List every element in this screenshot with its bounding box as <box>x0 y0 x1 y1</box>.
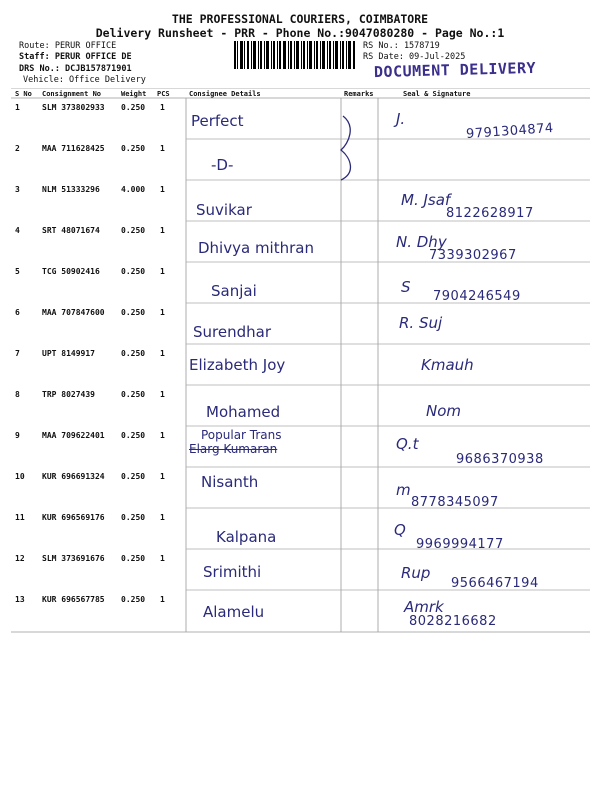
table-row-pcs: 1 <box>160 308 165 317</box>
table-row-weight: 0.250 <box>121 267 146 276</box>
company-title: THE PROFESSIONAL COURIERS, COIMBATORE <box>171 12 429 26</box>
table-row-weight: 0.250 <box>121 431 146 440</box>
table-row-pcs: 1 <box>160 144 165 153</box>
table-row-consignee: Dhivya mithran <box>198 239 314 257</box>
table-row-signature: J. <box>396 110 406 128</box>
table-row-consignee: Suvikar <box>196 201 252 219</box>
table-row-sno: 4 <box>15 226 20 235</box>
table-row-consignment: MAA 709622401 <box>42 431 105 440</box>
table-row-consignment: TCG 50902416 <box>42 267 100 276</box>
table-row-signature: Nom <box>426 402 462 420</box>
col-seal: Seal & Signature <box>403 90 471 98</box>
table-row-phone: 9686370938 <box>456 452 544 467</box>
runsheet-subtitle: Delivery Runsheet - PRR - Phone No.:9047080280 - Page No.:1 <box>95 26 505 40</box>
table-row-consignment: UPT 8149917 <box>42 349 95 358</box>
table-row-phone: 7339302967 <box>429 248 517 263</box>
runsheet-table <box>11 88 590 633</box>
table-row-consignment: KUR 696691324 <box>42 472 105 481</box>
table-row-phone: 7904246549 <box>433 289 521 304</box>
drs-number: DRS No.: DCJB157871901 <box>19 64 132 74</box>
table-row-weight: 0.250 <box>121 390 146 399</box>
table-row-weight: 0.250 <box>121 103 146 112</box>
table-row-consignee: -D- <box>211 156 234 174</box>
table-row-pcs: 1 <box>160 390 165 399</box>
table-row-phone: 8028216682 <box>409 614 497 629</box>
table-row-signature: M. Jsaf <box>401 191 451 209</box>
table-row-pcs: 1 <box>160 103 165 112</box>
table-row-consignee: Kalpana <box>216 528 277 546</box>
table-row-signature: R. Suj <box>399 314 443 332</box>
table-row-pcs: 1 <box>160 513 165 522</box>
table-row-signature: S <box>401 278 411 296</box>
table-row-consignment: KUR 696569176 <box>42 513 105 522</box>
table-row-weight: 0.250 <box>121 595 146 604</box>
table-row-pcs: 1 <box>160 349 165 358</box>
table-row-phone: 8778345097 <box>411 495 499 510</box>
table-row-consignee-struck: Elarg Kumaran <box>189 442 278 456</box>
table-row-weight: 0.250 <box>121 349 146 358</box>
table-row-signature: m <box>396 481 411 499</box>
table-row-sno: 11 <box>15 513 25 522</box>
table-row-consignee: Srimithi <box>203 563 262 581</box>
table-row-signature: Q.t <box>396 435 419 453</box>
remarks-brace-mark <box>341 116 350 180</box>
table-row-sno: 13 <box>15 595 25 604</box>
table-row-consignment: SLM 373802933 <box>42 103 105 112</box>
table-row-weight: 0.250 <box>121 308 146 317</box>
table-row-weight: 0.250 <box>121 472 146 481</box>
table-row-sno: 2 <box>15 144 20 153</box>
col-pcs: PCS <box>157 90 170 98</box>
table-row-consignment: TRP 8027439 <box>42 390 95 399</box>
col-consignment: Consignment No <box>42 90 102 98</box>
table-row-sno: 6 <box>15 308 20 317</box>
table-row-sno: 3 <box>15 185 20 194</box>
table-row-sno: 8 <box>15 390 20 399</box>
table-row-phone: 9969994177 <box>416 537 504 552</box>
table-row-pcs: 1 <box>160 431 165 440</box>
col-weight: Weight <box>121 90 147 98</box>
table-row-weight: 0.250 <box>121 513 146 522</box>
table-row-pcs: 1 <box>160 267 165 276</box>
table-row-consignee: Sanjai <box>211 282 257 300</box>
table-row-consignment: KUR 696567785 <box>42 595 105 604</box>
table-row-consignee: Elizabeth Joy <box>189 356 286 374</box>
table-row-consignment: MAA 707847600 <box>42 308 105 317</box>
table-row-signature: Kmauh <box>421 356 474 374</box>
table-row-weight: 0.250 <box>121 144 146 153</box>
table-row-consignment: NLM 51333296 <box>42 185 100 194</box>
table-row-phone: 8122628917 <box>446 206 534 221</box>
table-row-signature: N. Dhy <box>396 233 447 251</box>
table-row-consignee: Mohamed <box>206 403 281 421</box>
table-row-sno: 5 <box>15 267 20 276</box>
table-row-signature: Q <box>394 521 406 539</box>
table-row-consignee: Surendhar <box>193 323 271 341</box>
table-row-pcs: 1 <box>160 554 165 563</box>
route-label: Route: PERUR OFFICE <box>19 41 117 51</box>
table-row-sno: 10 <box>15 472 25 481</box>
table-row-consignee: Alamelu <box>203 603 265 621</box>
rs-date: RS Date: 09-Jul-2025 <box>363 52 466 62</box>
table-row-consignee: Perfect <box>191 112 244 130</box>
table-row-phone: 9791304874 <box>465 120 555 143</box>
table-row-weight: 4.000 <box>121 185 146 194</box>
table-row-weight: 0.250 <box>121 226 146 235</box>
vehicle-label: Vehicle: Office Delivery <box>23 75 146 85</box>
table-row-consignment: SRT 48071674 <box>42 226 100 235</box>
col-sno: S No <box>15 90 32 98</box>
table-row-consignment: SLM 373691676 <box>42 554 105 563</box>
col-remarks: Remarks <box>344 90 374 98</box>
table-row-consignment: MAA 711628425 <box>42 144 105 153</box>
table-row-signature: Rup <box>401 564 431 582</box>
table-row-phone: 9566467194 <box>451 576 539 591</box>
table-row-consignee: Nisanth <box>201 473 259 491</box>
table-row-signature: Amrk <box>404 598 444 616</box>
table-row-pcs: 1 <box>160 185 165 194</box>
table-row-sno: 1 <box>15 103 20 112</box>
table-row-sno: 9 <box>15 431 20 440</box>
table-row-pcs: 1 <box>160 226 165 235</box>
col-consignee: Consignee Details <box>189 90 261 98</box>
table-row-weight: 0.250 <box>121 554 146 563</box>
table-row-consignee: Popular Trans <box>201 428 282 442</box>
document-delivery-stamp: DOCUMENT DELIVERY <box>373 58 537 82</box>
table-row-sno: 7 <box>15 349 20 358</box>
table-row-pcs: 1 <box>160 472 165 481</box>
barcode-image <box>233 41 357 69</box>
rs-number: RS No.: 1578719 <box>363 41 440 51</box>
table-row-sno: 12 <box>15 554 25 563</box>
table-row-pcs: 1 <box>160 595 165 604</box>
staff-label: Staff: PERUR OFFICE DE <box>19 52 132 62</box>
